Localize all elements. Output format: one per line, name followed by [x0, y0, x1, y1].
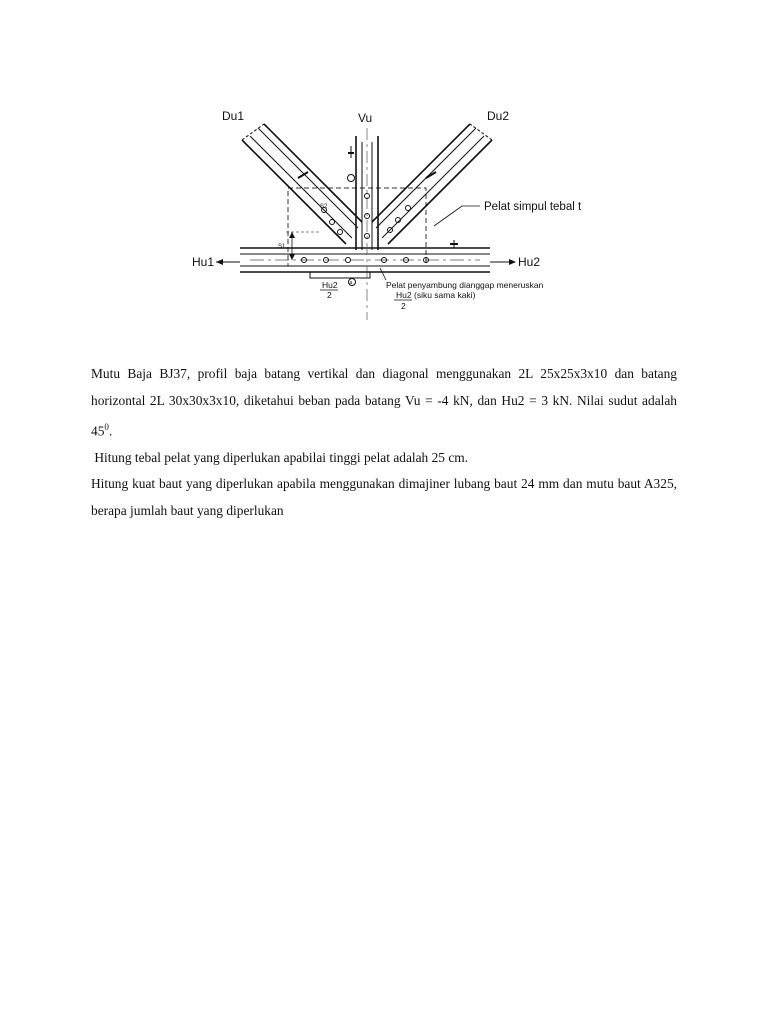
paragraph-material-end: . [108, 423, 113, 439]
label-s2: S2 [320, 204, 328, 210]
paragraph-bolt-strength: Hitung kuat baut yang diperlukan apabila menggunakan dimajiner lubang baut 24 mm dan mutu baut A325, berapa jumlah baut yang diperlukan [91, 476, 677, 518]
degree-superscript: 0 [104, 422, 109, 432]
vertical-member [348, 128, 379, 320]
label-hu2-fraction-den: 2 [327, 290, 332, 300]
arrow-hu2 [490, 259, 516, 265]
paragraph-plate-thickness: Hitung tebal pelat yang diperlukan apabilai tinggi pelat adalah 25 cm. [91, 449, 469, 465]
label-hu2-fraction-num: Hu2 [322, 280, 338, 290]
problem-text [91, 361, 677, 524]
paragraph-material [91, 361, 677, 445]
label-du2: Du2 [487, 109, 510, 123]
label-pelat-simpul: Pelat simpul tebal t [484, 201, 582, 213]
label-hu2: Hu2 [518, 255, 541, 269]
label-pelat-penyambung: Pelat penyambung dianggap meneruskan [386, 280, 544, 290]
truss-joint-svg [180, 98, 590, 320]
label-hu2-fraction-den-2: 2 [401, 301, 406, 311]
label-bolt-a: a [349, 280, 353, 286]
dimension-s1 [286, 232, 320, 260]
label-du1: Du1 [222, 109, 245, 123]
splice-plate [310, 272, 370, 278]
label-s1: S1 [278, 244, 286, 250]
label-siku-note: (siku sama kaki) [414, 290, 476, 300]
paragraph-material-text: Mutu Baja BJ37, profil baja batang vertikal dan diagonal menggunakan 2L 25x25x3x10 dan batang horizontal 2L 30x30x3x10, diketahui beban pada batang Vu = -4 kN, dan Hu2 = 3 kN. Nilai sudut adalah 45 [91, 366, 677, 439]
horizontal-chord [240, 248, 490, 272]
label-vu: Vu [358, 111, 373, 125]
label-hu1: Hu1 [192, 255, 215, 269]
diagonal-du2 [372, 124, 492, 244]
truss-joint-diagram [180, 98, 590, 320]
diagonal-du1 [242, 124, 362, 244]
arrow-hu1 [216, 259, 240, 265]
label-hu2-fraction-num-2: Hu2 [396, 290, 412, 300]
